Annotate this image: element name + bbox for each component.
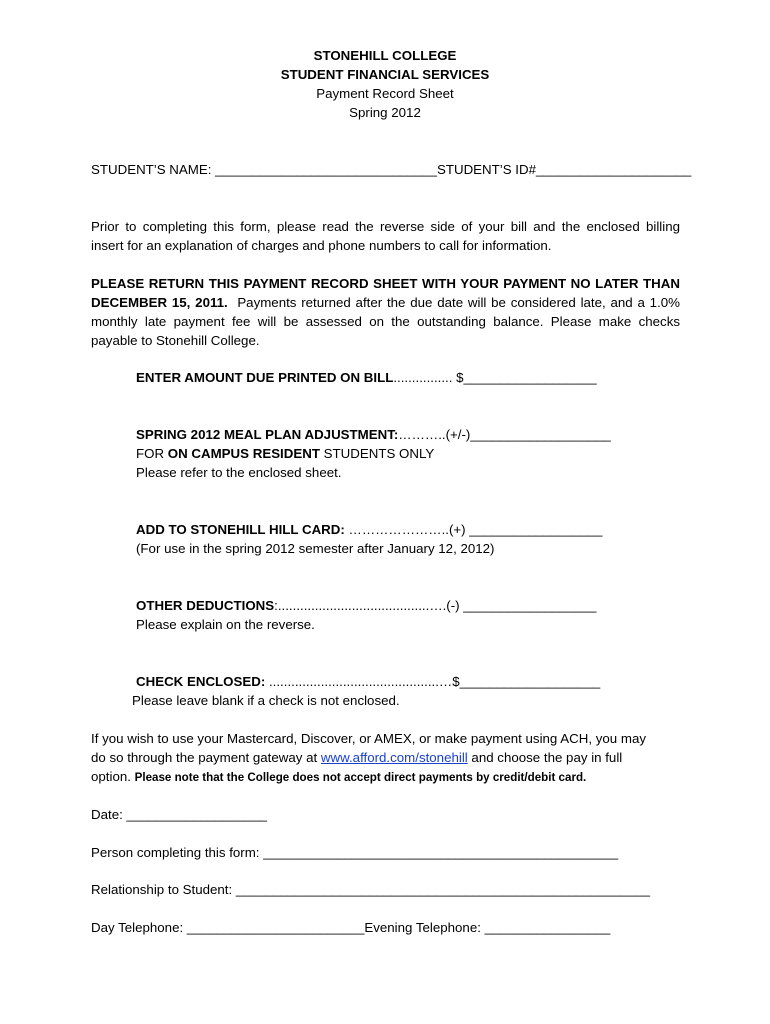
other-deductions-label: OTHER DEDUCTIONS [136,598,275,613]
notice-line-2 [91,295,680,311]
payment-line-1: If you wish to use your Mastercard, Discover, or AMEX, or make payment using ACH, you may [91,731,646,746]
amount-due-label: ENTER AMOUNT DUE PRINTED ON BILL [136,370,394,385]
meal-plan-resident: ON CAMPUS RESIDENT [167,446,320,461]
office-name: STUDENT FINANCIAL SERVICES [280,67,490,82]
other-deductions-blank: :.........................................….(-) __________________ [274,598,597,613]
meal-plan-label: SPRING 2012 MEAL PLAN ADJUSTMENT: [136,427,399,442]
meal-plan-blank: ………..(+/-)___________________ [398,427,611,442]
form-title: Payment Record Sheet [316,86,454,101]
term: Spring 2012 [349,105,421,120]
payment-gateway-link[interactable]: www.afford.com/stonehill [320,750,468,765]
evening-telephone-field[interactable]: Evening Telephone: _________________ [364,920,611,935]
other-deductions-note: Please explain on the reverse. [136,617,315,632]
student-id-label: STUDENT’S ID#_____________________ [436,162,692,177]
payment-line-3-pre: option. [91,769,135,784]
intro-line-1: Prior to completing this form, please read the reverse side of your bill and the enclosed billing [91,219,680,234]
check-enclosed-blank: ..............................................…$___________________ [265,674,601,689]
check-enclosed-field[interactable] [136,674,600,690]
meal-plan-only: STUDENTS ONLY [319,446,435,461]
intro-line-2: insert for an explanation of charges and phone numbers to call for information. [91,238,552,253]
notice-deadline: DECEMBER 15, 2011. [91,295,228,310]
meal-plan-note: Please refer to the enclosed sheet. [136,465,342,480]
hill-card-note: (For use in the spring 2012 semester after January 12, 2012) [136,541,495,556]
payment-line-2-pre: do so through the payment gateway at [91,750,321,765]
notice-line-3: monthly late payment fee will be assessed on the outstanding balance. Please make checks [91,314,680,329]
amount-due-blank: ................ $__________________ [393,370,597,385]
notice-line-4: payable to Stonehill College. [91,333,260,348]
relationship-field[interactable]: Relationship to Student: ________________________________________________________ [91,882,651,897]
hill-card-blank: …………………..(+) __________________ [344,522,603,537]
hill-card-label: ADD TO STONEHILL HILL CARD: [136,522,345,537]
meal-plan-eligibility [136,446,434,462]
meal-plan-for: FOR [136,446,168,461]
meal-plan-field[interactable] [136,427,611,443]
date-field[interactable]: Date: ___________________ [91,807,267,822]
check-enclosed-label: CHECK ENCLOSED: [136,674,266,689]
student-name-field[interactable] [91,162,691,178]
notice-late-text: Payments returned after the due date will be considered late, and a 1.0% [237,295,680,310]
day-telephone-field[interactable]: Day Telephone: ________________________ [91,920,365,935]
notice-line-1: PLEASE RETURN THIS PAYMENT RECORD SHEET WITH YOUR PAYMENT NO LATER THAN [91,276,680,291]
student-name-label: STUDENT’S NAME: ______________________________ [91,162,437,177]
college-name: STONEHILL COLLEGE [313,48,457,63]
payment-line-3 [91,769,586,786]
payment-line-2-post: and choose the pay in full [467,750,623,765]
amount-due-field[interactable] [136,370,597,386]
telephone-fields [91,920,610,936]
other-deductions-field[interactable] [136,598,596,614]
person-completing-field[interactable]: Person completing this form: ________________________________________________ [91,845,619,860]
check-enclosed-note: Please leave blank if a check is not enclosed. [132,693,400,708]
payment-line-2 [91,750,622,766]
card-payment-note: Please note that the College does not accept direct payments by credit/debit card. [134,771,587,784]
hill-card-field[interactable] [136,522,602,538]
